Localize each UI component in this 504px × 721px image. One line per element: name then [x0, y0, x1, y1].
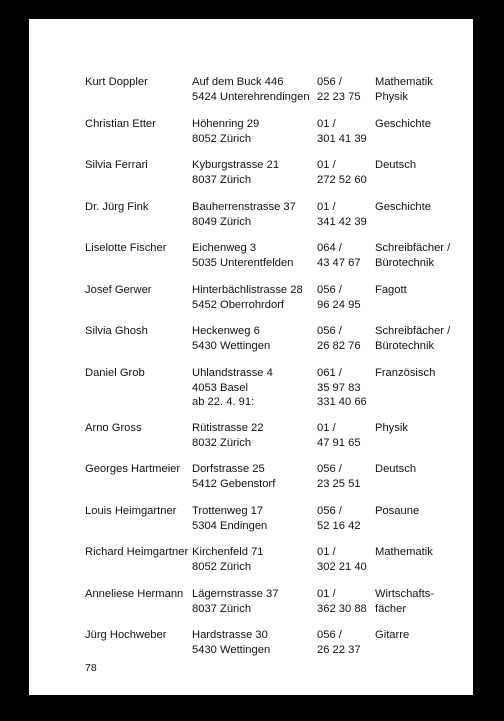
entry-address-line: Bauherrenstrasse 37 [192, 201, 296, 213]
entry-subject [375, 628, 409, 643]
entry-phone-line: 52 16 42 [317, 519, 361, 532]
entry-subject-line: Geschichte [375, 118, 431, 130]
entry-phone-line: 47 91 65 [317, 436, 361, 449]
entry-subject [375, 504, 419, 519]
entry-address [192, 117, 259, 146]
entry-address-line: Auf dem Buck 446 [192, 76, 284, 88]
entry-name [85, 366, 145, 381]
entry-phone-line: 26 22 37 [317, 643, 361, 656]
entry-phone-line: 22 23 75 [317, 90, 361, 103]
entry-address-line: 5430 Wettingen [192, 339, 271, 352]
entry-subject [375, 200, 431, 215]
entry-address-line: 8032 Zürich [192, 436, 252, 449]
page-number: 78 [85, 662, 97, 674]
entry-address-line: Lägernstrasse 37 [192, 588, 279, 600]
entry-phone [317, 117, 367, 146]
entry-name-text: Anneliese Hermann [85, 588, 184, 600]
entry-subject-line: Schreibfächer / [375, 242, 451, 254]
entry-phone-line: 23 25 51 [317, 477, 361, 490]
entry-phone-line: 362 30 88 [317, 602, 367, 615]
entry-phone [317, 421, 361, 450]
entry-address-line: ab 22. 4. 91: [192, 396, 255, 409]
entry-subject-line: Französisch [375, 367, 436, 379]
entry-address [192, 241, 293, 270]
entry-name-text: Kurt Doppler [85, 76, 148, 88]
entry-phone-line: 26 82 76 [317, 339, 361, 352]
entry-name-text: Jürg Hochweber [85, 629, 167, 641]
entry-subject [375, 241, 450, 270]
entry-phone [317, 462, 361, 491]
entry-address-line: 5412 Gebenstorf [192, 477, 276, 490]
entry-name-text: Silvia Ferrari [85, 159, 148, 171]
entry-phone-line: 056 / [317, 463, 342, 475]
entry-phone [317, 200, 367, 229]
entry-phone-line: 056 / [317, 325, 342, 337]
entry-address [192, 366, 273, 410]
entry-subject [375, 421, 408, 436]
entry-subject-line: Gitarre [375, 629, 410, 641]
entry-name [85, 545, 188, 560]
entry-subject-line: Mathematik [375, 76, 433, 88]
entry-phone-line: 01 / [317, 159, 336, 171]
entry-address-line: 5424 Unterehrendingen [192, 90, 310, 103]
entry-subject-line: Bürotechnik [375, 339, 435, 352]
entry-address [192, 283, 303, 312]
entry-name [85, 158, 148, 173]
entry-subject-line: Schreibfächer / [375, 325, 451, 337]
entry-phone-line: 01 / [317, 546, 336, 558]
entry-phone [317, 587, 367, 616]
entry-name-text: Richard Heimgartner [85, 546, 189, 558]
entry-phone-line: 302 21 40 [317, 560, 367, 573]
entry-name-text: Christian Etter [85, 118, 156, 130]
entry-name-text: Daniel Grob [85, 367, 145, 379]
entry-phone-line: 056 / [317, 629, 342, 641]
entry-address-line: 5430 Wettingen [192, 643, 271, 656]
entry-name [85, 628, 166, 643]
entry-subject-line: Bürotechnik [375, 256, 435, 269]
entry-phone-line: 272 52 60 [317, 173, 367, 186]
entry-name [85, 283, 152, 298]
entry-address-line: Hinterbächlistrasse 28 [192, 284, 303, 296]
entry-address-line: Rütistrasse 22 [192, 422, 264, 434]
entry-name [85, 324, 148, 339]
entry-subject-line: Mathematik [375, 546, 433, 558]
entry-name-text: Louis Heimgartner [85, 505, 177, 517]
entry-name-text: Silvia Ghosh [85, 325, 148, 337]
entry-address-line: Trottenweg 17 [192, 505, 264, 517]
entry-name-text: Georges Hartmeier [85, 463, 181, 475]
entry-name-text: Dr. Jürg Fink [85, 201, 149, 213]
entry-subject [375, 324, 450, 353]
entry-address [192, 587, 278, 616]
entry-phone [317, 158, 367, 187]
entry-address-line: 8049 Zürich [192, 215, 252, 228]
entry-name [85, 421, 142, 436]
entry-address-line: Höhenring 29 [192, 118, 260, 130]
entry-subject [375, 158, 416, 173]
entry-phone-line: 43 47 67 [317, 256, 361, 269]
entry-name [85, 587, 183, 602]
entry-address-line: Uhlandstrasse 4 [192, 367, 273, 379]
entry-address-line: 5304 Endingen [192, 519, 268, 532]
entry-subject [375, 587, 434, 616]
entry-phone-line: 064 / [317, 242, 342, 254]
entry-address [192, 158, 279, 187]
entry-address [192, 545, 264, 574]
entry-address [192, 462, 275, 491]
entry-address-line: 5452 Oberrohrdorf [192, 298, 285, 311]
entry-address-line: 8037 Zürich [192, 173, 252, 186]
entry-phone-line: 331 40 66 [317, 396, 367, 409]
entry-name [85, 462, 180, 477]
entry-address-line: Dorfstrasse 25 [192, 463, 265, 475]
entry-subject-line: Fagott [375, 284, 407, 296]
entry-address-line: Heckenweg 6 [192, 325, 260, 337]
entry-address [192, 324, 270, 353]
entry-phone-line: 01 / [317, 118, 336, 130]
entry-subject [375, 462, 416, 477]
entry-phone-line: 056 / [317, 284, 342, 296]
entry-subject-line: Physik [375, 422, 408, 434]
entry-subject-line: Wirtschafts- [375, 588, 435, 600]
entry-phone-line: 01 / [317, 422, 336, 434]
entry-subject [375, 117, 431, 132]
entry-phone [317, 628, 361, 657]
entry-name [85, 75, 148, 90]
entry-address [192, 200, 296, 229]
entry-name-text: Liselotte Fischer [85, 242, 167, 254]
entry-phone [317, 545, 367, 574]
entry-address [192, 628, 270, 657]
entry-phone [317, 75, 361, 104]
entry-address-line: Hardstrasse 30 [192, 629, 268, 641]
entry-phone [317, 366, 367, 410]
entry-subject-line: Posaune [375, 505, 420, 517]
entry-name [85, 241, 166, 256]
entry-name [85, 504, 176, 519]
entry-subject [375, 75, 433, 104]
entry-name [85, 200, 148, 215]
entry-phone-line: 061 / [317, 367, 342, 379]
entry-subject-line: fächer [375, 602, 407, 615]
entry-address-line: Kyburgstrasse 21 [192, 159, 280, 171]
entry-address-line: 8052 Zürich [192, 560, 252, 573]
entry-address-line: 8037 Zürich [192, 602, 252, 615]
entry-phone [317, 504, 361, 533]
entry-subject [375, 366, 435, 381]
entry-phone-line: 341 42 39 [317, 215, 367, 228]
entry-subject [375, 283, 407, 298]
document-page [29, 19, 473, 695]
entry-address-line: 4053 Basel [192, 381, 248, 394]
entry-address [192, 75, 310, 104]
entry-phone [317, 241, 361, 270]
entry-name [85, 117, 156, 132]
entry-address-line: 5035 Unterentfelden [192, 256, 294, 269]
entry-phone [317, 324, 361, 353]
entry-address-line: Eichenweg 3 [192, 242, 257, 254]
entry-phone-line: 35 97 83 [317, 381, 361, 394]
entry-address-line: 8052 Zürich [192, 132, 252, 145]
entry-phone-line: 01 / [317, 588, 336, 600]
entry-subject-line: Deutsch [375, 159, 417, 171]
entry-subject-line: Deutsch [375, 463, 417, 475]
entry-subject-line: Physik [375, 90, 408, 103]
entry-subject [375, 545, 433, 560]
entry-subject-line: Geschichte [375, 201, 431, 213]
entry-address-line: Kirchenfeld 71 [192, 546, 264, 558]
entry-address [192, 504, 267, 533]
entry-name-text: Arno Gross [85, 422, 142, 434]
entry-phone-line: 01 / [317, 201, 336, 213]
entry-phone-line: 056 / [317, 505, 342, 517]
entry-address [192, 421, 264, 450]
entry-phone-line: 056 / [317, 76, 342, 88]
entry-name-text: Josef Gerwer [85, 284, 152, 296]
entry-phone [317, 283, 361, 312]
entry-phone-line: 301 41 39 [317, 132, 367, 145]
entry-phone-line: 96 24 95 [317, 298, 361, 311]
